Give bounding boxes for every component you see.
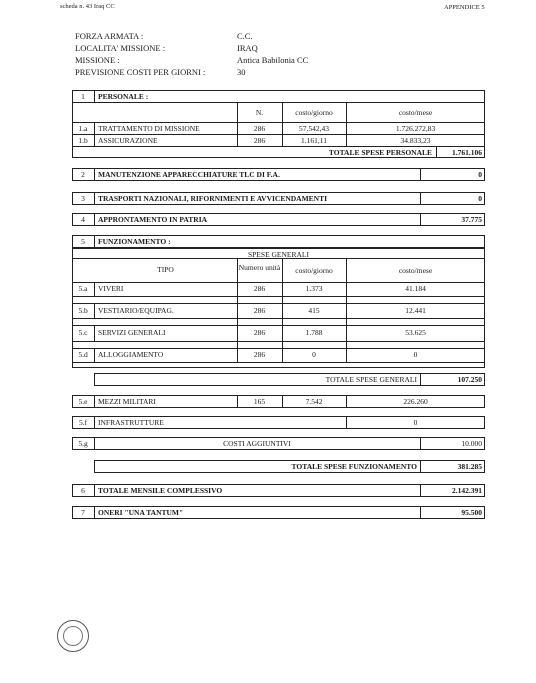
row-costo-giorno: 57.542,43 <box>299 124 329 133</box>
info-value-localita: IRAQ <box>237 43 258 53</box>
total-generali-value: 107.250 <box>457 375 482 384</box>
document-reference: scheda n. 43 Iraq CC <box>60 3 115 10</box>
row-costo-giorno: 1.161,11 <box>301 136 327 145</box>
info-label-missione: MISSIONE : <box>75 55 120 65</box>
row-costo-giorno: 0 <box>312 350 316 359</box>
section-number: 4 <box>81 215 85 224</box>
row-name: ASSICURAZIONE <box>98 136 158 145</box>
column-header-costo-giorno: costo/giorno <box>295 266 333 275</box>
section-title: PERSONALE : <box>98 92 149 101</box>
row-code: 5.b <box>78 306 88 315</box>
row-n: 286 <box>253 306 266 315</box>
appendix-label: APPENDICE 5 <box>444 4 485 11</box>
section-number: 3 <box>81 194 85 203</box>
section-number: 2 <box>81 170 85 179</box>
spese-generali-heading: SPESE GENERALI <box>247 250 310 259</box>
section-title: ONERI "UNA TANTUM" <box>98 508 184 517</box>
row-costo-giorno: 1.788 <box>305 328 323 337</box>
row-code: 5.e <box>78 397 88 406</box>
row-costo-mese: 0 <box>413 350 418 359</box>
info-label-localita: LOCALITA' MISSIONE : <box>75 43 166 53</box>
section-number: 1 <box>81 92 85 101</box>
column-header-costo-mese: costo/mese <box>398 266 433 275</box>
section-title: TRASPORTI NAZIONALI, RIFORNIMENTI E AVVICENDAMENTI <box>98 194 328 203</box>
info-label-giorni: PREVISIONE COSTI PER GIORNI : <box>75 67 206 77</box>
row-name: SERVIZI GENERALI <box>98 328 166 337</box>
info-value-missione: Antica Babilonia CC <box>237 55 309 65</box>
section-value: 0 <box>478 194 482 203</box>
column-header-numero-unita: Numero unità <box>238 263 281 272</box>
row-code: 5.d <box>78 350 88 359</box>
row-name: TRATTAMENTO DI MISSIONE <box>98 124 200 133</box>
row-costo-mese: 12.441 <box>405 306 426 315</box>
section-title: FUNZIONAMENTO : <box>98 237 171 246</box>
row-costo-giorno: 7.542 <box>305 397 323 406</box>
total-funzionamento-label: TOTALE SPESE FUNZIONAMENTO <box>291 462 417 471</box>
row-costo-mese: 1.726.272,83 <box>395 124 436 133</box>
info-value-giorni: 30 <box>237 67 246 77</box>
section-value: 37.775 <box>461 215 482 224</box>
total-funzionamento-value: 381.285 <box>457 462 482 471</box>
row-n: 286 <box>253 124 266 133</box>
row-costo-mese: 34.833,23 <box>400 136 431 145</box>
column-header-n: N. <box>255 108 264 117</box>
row-code: 5.a <box>78 284 88 293</box>
row-n: 286 <box>253 284 266 293</box>
row-name: MEZZI MILITARI <box>98 397 156 406</box>
row-costo-giorno: 415 <box>308 306 320 315</box>
row-n: 165 <box>253 397 266 406</box>
section-number: 5 <box>81 237 85 246</box>
row-costo-mese: 41.184 <box>405 284 426 293</box>
row-n: 286 <box>253 328 266 337</box>
official-seal-stamp <box>57 620 89 652</box>
row-costo-mese: 53.625 <box>405 328 426 337</box>
row-n: 286 <box>253 136 266 145</box>
row-code: 5.g <box>78 439 88 448</box>
section-title: APPRONTAMENTO IN PATRIA <box>98 215 208 224</box>
row-costo-giorno: 1.373 <box>305 284 323 293</box>
row-name: INFRASTRUTTURE <box>98 418 164 427</box>
info-label-forza-armata: FORZA ARMATA : <box>75 31 144 41</box>
total-value: 1.761.106 <box>452 148 482 157</box>
section-value: 95.500 <box>461 508 482 517</box>
total-label: TOTALE SPESE PERSONALE <box>328 148 432 157</box>
section-title: MANUTENZIONE APPARECCHIATURE TLC DI F.A. <box>98 170 280 179</box>
row-name: VESTIARIO/EQUIPAG. <box>98 306 174 315</box>
section-title: TOTALE MENSILE COMPLESSIVO <box>98 486 223 495</box>
row-code: 1.b <box>78 136 88 145</box>
info-value-forza-armata: C.C. <box>237 31 253 41</box>
column-header-tipo: TIPO <box>157 265 174 274</box>
row-name: COSTI AGGIUNTIVI <box>223 439 291 448</box>
row-code: 5.c <box>78 328 88 337</box>
total-generali-label: TOTALE SPESE GENERALI <box>325 375 417 384</box>
row-code: 5.f <box>78 418 88 427</box>
section-number: 6 <box>81 486 85 495</box>
row-n: 286 <box>253 350 266 359</box>
column-header-costo-giorno: costo/giorno <box>295 108 333 117</box>
column-header-costo-mese: costo/mese <box>398 108 433 117</box>
section-value: 0 <box>478 170 482 179</box>
section-value: 2.142.391 <box>452 486 482 495</box>
row-costo-mese: 226.260 <box>403 397 428 406</box>
section-number: 7 <box>81 508 85 517</box>
row-name: VIVERI <box>98 284 124 293</box>
row-name: ALLOGGIAMENTO <box>98 350 164 359</box>
row-code: 1.a <box>78 124 88 133</box>
row-costo-mese: 0 <box>413 418 418 427</box>
row-value: 10.000 <box>461 439 482 448</box>
